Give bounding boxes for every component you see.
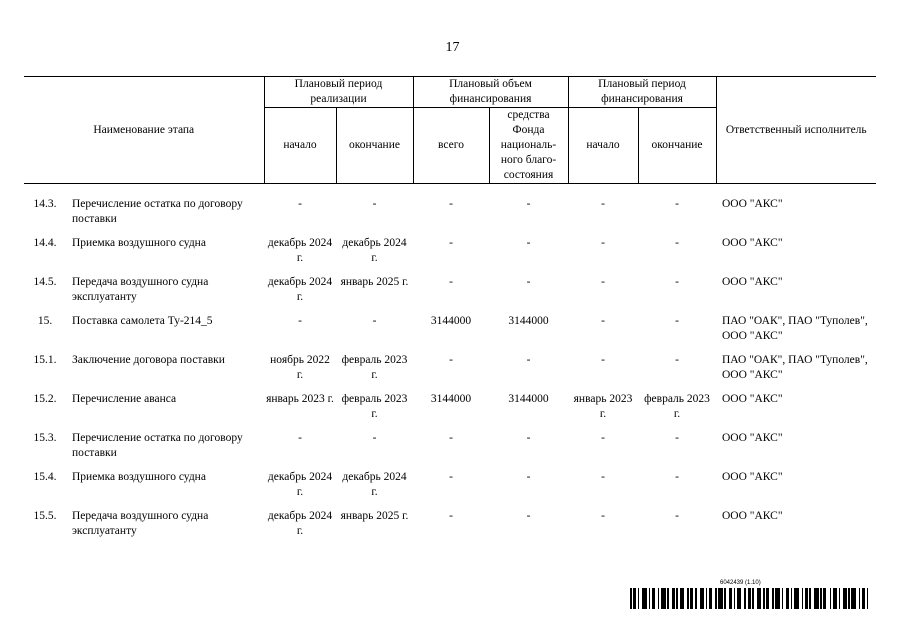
- financing-total-cell: -: [449, 471, 453, 483]
- period-start-cell: январь 2023 г.: [266, 393, 334, 405]
- row-number-cell: 15.4.: [33, 471, 57, 483]
- stage-name-cell: Заключение договора поставки: [72, 354, 225, 366]
- table-row: [24, 311, 876, 350]
- barcode-icon: [630, 588, 870, 609]
- financing-fund-cell: -: [526, 237, 531, 249]
- stage-name-cell: Приемка воздушного судна: [72, 237, 206, 249]
- header-fund-means: средства Фонда националь-ного благо-состояния: [489, 108, 568, 184]
- financing-fund-cell: -: [526, 198, 531, 210]
- row-number-cell: 15.5.: [33, 510, 57, 522]
- header-end: окончание: [336, 108, 413, 184]
- financing-end-cell: -: [675, 510, 679, 522]
- document-code: 6042439 (1.10): [720, 580, 761, 586]
- financing-fund-cell: -: [526, 510, 531, 522]
- period-end-cell: декабрь 2024 г.: [342, 237, 407, 264]
- header-fin-start: начало: [568, 108, 638, 184]
- header-fin-end: окончание: [638, 108, 716, 184]
- table-row: [24, 272, 876, 311]
- responsible-cell: ООО "АКС": [722, 510, 783, 522]
- responsible-cell: ООО "АКС": [722, 432, 783, 444]
- responsible-cell: ООО "АКС": [722, 276, 783, 288]
- row-number-cell: 14.3.: [33, 198, 57, 210]
- financing-start-cell: -: [601, 471, 605, 483]
- table-row: [24, 350, 876, 389]
- table-row: [24, 194, 876, 233]
- financing-start-cell: январь 2023 г.: [573, 393, 633, 420]
- period-end-cell: февраль 2023 г.: [341, 393, 408, 420]
- row-number-cell: 14.4.: [33, 237, 57, 249]
- financing-fund-cell: 3144000: [508, 393, 549, 405]
- row-number-cell: 15.: [37, 315, 53, 327]
- financing-end-cell: -: [675, 276, 679, 288]
- table-header: [24, 76, 876, 184]
- header-volume-financing: Плановый объем финансирования: [413, 77, 568, 108]
- financing-start-cell: -: [601, 276, 605, 288]
- financing-total-cell: -: [449, 276, 453, 288]
- period-start-cell: -: [298, 315, 302, 327]
- period-end-cell: -: [372, 198, 377, 210]
- row-number-cell: 15.1.: [33, 354, 57, 366]
- header-responsible: Ответственный исполнитель: [716, 77, 876, 184]
- financing-total-cell: -: [449, 354, 453, 366]
- document-barcode: [630, 580, 870, 610]
- row-number-cell: 14.5.: [33, 276, 57, 288]
- period-start-cell: декабрь 2024 г.: [267, 276, 333, 303]
- financing-start-cell: -: [601, 432, 605, 444]
- table-row: [24, 233, 876, 272]
- period-end-cell: -: [372, 432, 377, 444]
- financing-start-cell: -: [601, 198, 605, 210]
- responsible-cell: ООО "АКС": [722, 198, 783, 210]
- stage-name-cell: Передача воздушного судна эксплуатанту: [72, 510, 209, 537]
- financing-fund-cell: -: [526, 276, 531, 288]
- financing-fund-cell: -: [526, 432, 531, 444]
- stage-name-cell: Перечисление остатка по договору поставки: [72, 198, 243, 225]
- table-row: [24, 428, 876, 467]
- period-end-cell: январь 2025 г.: [340, 510, 409, 522]
- table-row: [24, 506, 876, 545]
- responsible-cell: ООО "АКС": [722, 393, 783, 405]
- financing-fund-cell: -: [526, 471, 531, 483]
- table-body: [24, 194, 876, 545]
- stage-name-cell: Приемка воздушного судна: [72, 471, 206, 483]
- period-start-cell: -: [298, 432, 302, 444]
- responsible-cell: ПАО "ОАК", ПАО "Туполев", ООО "АКС": [722, 354, 868, 381]
- financing-end-cell: -: [675, 198, 679, 210]
- period-end-cell: -: [372, 315, 377, 327]
- row-number-cell: 15.3.: [33, 432, 57, 444]
- period-start-cell: декабрь 2024 г.: [267, 237, 333, 264]
- period-start-cell: ноябрь 2022 г.: [270, 354, 330, 381]
- financing-start-cell: -: [601, 237, 605, 249]
- financing-start-cell: -: [601, 510, 605, 522]
- header-stage-name: Наименование этапа: [24, 77, 264, 184]
- financing-end-cell: -: [675, 471, 679, 483]
- header-period-financing: Плановый период финансирования: [568, 77, 716, 108]
- financing-start-cell: -: [601, 315, 605, 327]
- stage-name-cell: Перечисление остатка по договору поставки: [72, 432, 243, 459]
- financing-fund-cell: -: [526, 354, 531, 366]
- stage-name-cell: Передача воздушного судна эксплуатанту: [72, 276, 209, 303]
- financing-total-cell: 3144000: [430, 315, 472, 327]
- period-end-cell: январь 2025 г.: [340, 276, 409, 288]
- period-start-cell: -: [298, 198, 302, 210]
- table-row: [24, 467, 876, 506]
- financing-start-cell: -: [601, 354, 605, 366]
- financing-total-cell: -: [449, 510, 453, 522]
- financing-total-cell: -: [449, 198, 453, 210]
- financing-total-cell: 3144000: [430, 393, 472, 405]
- financing-total-cell: -: [449, 432, 453, 444]
- header-period-realization: Плановый период реализации: [264, 77, 413, 108]
- stage-name-cell: Перечисление аванса: [72, 393, 177, 405]
- header-start: начало: [264, 108, 336, 184]
- period-end-cell: декабрь 2024 г.: [342, 471, 407, 498]
- period-start-cell: декабрь 2024 г.: [267, 471, 333, 498]
- table-row: [24, 389, 876, 428]
- financing-end-cell: -: [675, 237, 679, 249]
- financing-total-cell: -: [449, 237, 453, 249]
- responsible-cell: ООО "АКС": [722, 237, 783, 249]
- responsible-cell: ПАО "ОАК", ПАО "Туполев", ООО "АКС": [722, 315, 868, 342]
- period-start-cell: декабрь 2024 г.: [267, 510, 333, 537]
- header-total: всего: [413, 108, 489, 184]
- financing-fund-cell: 3144000: [508, 315, 549, 327]
- financing-end-cell: -: [675, 432, 679, 444]
- financing-end-cell: -: [675, 315, 679, 327]
- period-end-cell: февраль 2023 г.: [341, 354, 408, 381]
- financing-end-cell: февраль 2023 г.: [644, 393, 710, 420]
- stage-name-cell: Поставка самолета Ту-214_5: [72, 315, 213, 327]
- page-number: 17: [445, 40, 460, 55]
- responsible-cell: ООО "АКС": [722, 471, 783, 483]
- financing-end-cell: -: [675, 354, 679, 366]
- row-number-cell: 15.2.: [33, 393, 57, 405]
